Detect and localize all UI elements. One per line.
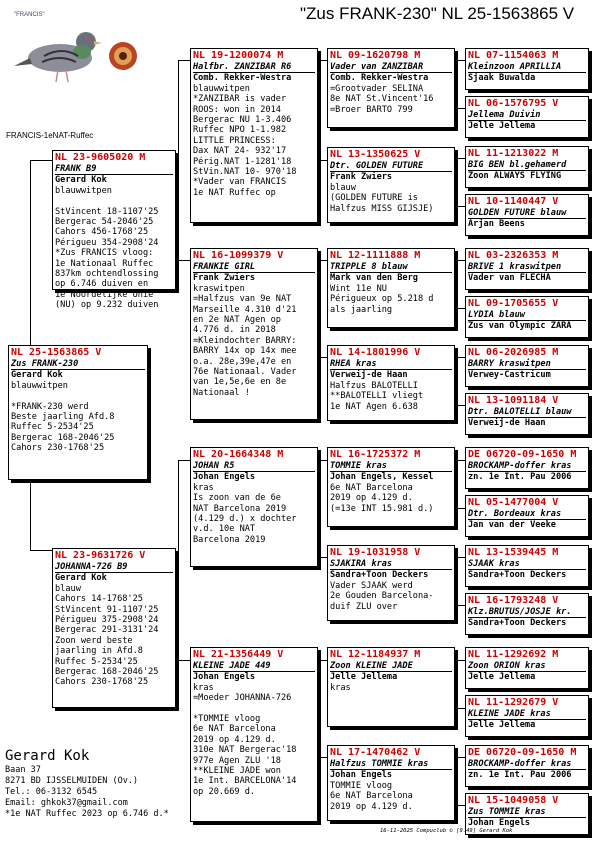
email-line: Email: ghkok37@gmail.com: [5, 798, 128, 808]
card-info-line: Bergerac 291-3131'24: [55, 625, 159, 636]
ring-number: NL 21-1356449 V: [193, 649, 284, 660]
ring-number: NL 06-2026985 M: [468, 347, 559, 358]
pedigree-connector-line: [457, 158, 465, 159]
pigeon-name: BRIVE 1 kraswitpen: [468, 262, 586, 273]
pedigree-connector-line: [457, 460, 458, 508]
breeder-name: Frank Zwiers: [330, 172, 393, 183]
pedigree-connector-line: [178, 460, 179, 560]
card-info-line: Beste jaarling Afd.8: [11, 412, 115, 423]
pigeon-name: BIG BEN bl.gehamerd: [468, 160, 586, 171]
ring-number: NL 13-1539445 M: [468, 547, 559, 558]
ring-number: NL 11-1292679 V: [468, 697, 559, 708]
ring-number: NL 12-1111888 M: [330, 250, 421, 261]
card-info-line: 2019 op 4.129 d.: [330, 801, 413, 812]
pedigree-connector-line: [457, 158, 458, 206]
pedigree-card-g13: [465, 647, 589, 689]
page-title: "Zus FRANK-230" NL 25-1563865 V: [300, 4, 575, 23]
card-info-line: 1e NAT Agen 6.638: [330, 401, 418, 412]
card-info-line: als jaarling: [330, 304, 393, 315]
pedigree-card-ffm: [327, 147, 455, 223]
card-info-line: =Grootvader SELINA: [330, 83, 424, 94]
ring-number: NL 16-1725372 M: [330, 449, 421, 460]
card-info-line: 837km ochtendlossing: [55, 269, 159, 280]
card-info-line: Cahors 14-1768'25: [55, 594, 143, 605]
pedigree-card-mmm: [327, 745, 455, 821]
pedigree-card-g5: [465, 248, 589, 290]
pedigree-connector-line: [320, 460, 327, 461]
pigeon-icon: [14, 32, 102, 82]
ring-number: DE 06720-09-1650 M: [468, 747, 577, 758]
pigeon-name: JOHAN R5: [193, 461, 315, 472]
card-info-line: LITTLE PRINCESS:: [193, 135, 276, 146]
breeder-name: Gerard Kok: [55, 175, 107, 186]
card-info-line: Halfzus BALOTELLI: [330, 380, 418, 391]
pedigree-connector-line: [457, 405, 465, 406]
card-info-line: 8e NAT St.Vincent'16: [330, 94, 434, 105]
card-info-line: TOMMIE vloog: [330, 780, 393, 791]
pigeon-name: Vader van ZANZIBAR: [330, 62, 452, 73]
pedigree-card-fff: [327, 48, 455, 128]
pigeon-name: Dtr. BALOTELLI blauw: [468, 407, 586, 418]
pedigree-connector-line: [457, 260, 458, 308]
card-info-line: 2019 op 4.129 d.: [193, 734, 276, 745]
pedigree-connector-line: [457, 60, 465, 61]
pedigree-connector-line: [320, 160, 327, 161]
pedigree-card-father: [52, 150, 176, 311]
card-info-line: StVincent 91-1107'25: [55, 604, 159, 615]
card-info-line: StVin.NAT 10- 970'18: [193, 167, 297, 178]
ring-number: DE 06720-09-1650 M: [468, 449, 577, 460]
pigeon-name: TOMMIE kras: [330, 461, 452, 472]
pedigree-card-subject: [8, 345, 148, 480]
ring-number: NL 14-1801996 V: [330, 347, 421, 358]
pedigree-card-fmf: [327, 248, 455, 328]
card-info-line: Cahors 456-1768'25: [55, 227, 149, 238]
pedigree-connector-line: [457, 108, 465, 109]
pigeon-name: Klz.BRUTUS/JOSJE kr.: [468, 607, 586, 618]
pigeon-logo: [8, 8, 143, 88]
ring-number: NL 05-1477004 V: [468, 497, 559, 508]
pedigree-card-mm: [190, 647, 318, 822]
pedigree-card-g4: [465, 194, 589, 236]
pedigree-connector-line: [457, 357, 458, 405]
card-info-line: [9, 391, 147, 401]
card-info-line: BARRY 14x op 14x mee: [193, 346, 297, 357]
pigeon-name: GOLDEN FUTURE blauw: [468, 208, 586, 219]
pigeon-name: Dtr. Bordeaux kras: [468, 509, 586, 520]
card-info-line: *TOMMIE vloog: [193, 714, 261, 725]
pedigree-card-g7: [465, 345, 589, 387]
club-emblem-icon: [109, 42, 137, 70]
card-info-line: Nationaal !: [193, 387, 250, 398]
pigeon-name: LYDIA blauw: [468, 310, 586, 321]
pedigree-connector-line: [178, 190, 179, 260]
card-info-line: =Halfzus van 9e NAT: [193, 294, 292, 305]
breeder-name: Gerard Kok: [11, 370, 63, 381]
card-info-line: Is zoon van de 6e: [193, 493, 281, 504]
pigeon-name: JOHANNA-726 B9: [55, 562, 173, 573]
breeder-name: Vader van FLECHA: [468, 273, 551, 284]
breeder-name: Verwey-Castricum: [468, 370, 551, 381]
card-info-line: Ruffec 5-2534'25: [55, 656, 138, 667]
ring-number: NL 15-1049058 V: [468, 795, 559, 806]
card-info-line: blauwwitpen: [55, 185, 112, 196]
card-info-line: Ruffec NPO 1-1.982: [193, 125, 287, 136]
breeder-name: Sandra+Toon Deckers: [468, 618, 567, 629]
breeder-name: Johan Engels: [193, 472, 256, 483]
pedigree-card-mother: [52, 548, 176, 708]
breeder-name: Johan Engels, Kessel: [330, 472, 434, 483]
pedigree-connector-line: [457, 460, 465, 461]
pedigree-connector-line: [457, 605, 465, 606]
pigeon-name: Zoon KLEINE JADE: [330, 661, 452, 672]
card-info-line: Cahors 230-1768'25: [55, 677, 149, 688]
ring-number: NL 23-9605020 M: [55, 152, 146, 163]
pedigree-connector-line: [320, 60, 327, 61]
postal-line: 8271 BD IJSSELMUIDEN (Ov.): [5, 776, 139, 786]
pigeon-name: KLEINE JADE 449: [193, 661, 315, 672]
ring-number: NL 19-1200074 M: [193, 50, 284, 61]
pedigree-connector-line: [178, 60, 179, 190]
breeder-name: Johan Engels: [193, 672, 256, 683]
pedigree-connector-line: [320, 660, 321, 757]
pedigree-connector-line: [178, 460, 190, 461]
pigeon-name: RHEA kras: [330, 359, 452, 370]
pedigree-connector-line: [457, 260, 465, 261]
print-footer: 16-11-2025 Compuclub © [9.49] Gerard Kok: [380, 828, 513, 834]
card-info-line: *FRANK-230 werd: [11, 401, 89, 412]
card-info-line: 1e NAT Ruffec op: [193, 187, 276, 198]
breeder-name: Gerard Kok: [55, 573, 107, 584]
card-info-line: Bergerac 168-2046'25: [11, 432, 115, 443]
ring-number: NL 10-1140447 V: [468, 196, 559, 207]
ring-number: NL 23-9631726 V: [55, 550, 146, 561]
card-info-line: 6e NAT Barcelona: [330, 791, 413, 802]
card-info-line: op 20.669 d.: [193, 786, 256, 797]
card-info-line: Bergerac 168-2046'25: [55, 667, 159, 678]
pigeon-name: Zus TOMMIE kras: [468, 807, 586, 818]
breeder-name: Verweij-de Haan: [468, 418, 546, 429]
card-info-line: *Vader van FRANCIS: [193, 177, 287, 188]
pedigree-connector-line: [320, 757, 327, 758]
pigeon-name: Halfbr. ZANZIBAR R6: [193, 62, 315, 73]
pigeon-name: FRANKIE GIRL: [193, 262, 315, 273]
breeder-name: Zoon ALWAYS FLYING: [468, 171, 562, 182]
breeder-name: Sjaak Buwalda: [468, 73, 536, 84]
ring-number: NL 20-1664348 M: [193, 449, 284, 460]
ring-number: NL 16-1099379 V: [193, 250, 284, 261]
breeder-name: Gerard Kok: [5, 748, 90, 764]
card-info-line: blauw: [330, 182, 356, 193]
achievement-line: *1e NAT Ruffec 2023 op 6.746 d.*: [5, 809, 169, 819]
pedigree-card-g6: [465, 296, 589, 338]
pigeon-name: FRANK B9: [55, 164, 173, 175]
pedigree-connector-line: [457, 206, 465, 207]
card-info-line: 977e Agen ZLU '18: [193, 755, 281, 766]
breeder-name: Comb. Rekker-Westra: [193, 73, 292, 84]
card-info-line: [53, 196, 175, 206]
breeder-name: Frank Zwiers: [193, 273, 256, 284]
pedigree-card-mfm: [327, 545, 455, 621]
breeder-name: Sandra+Toon Deckers: [468, 570, 567, 581]
pedigree-connector-line: [30, 160, 52, 161]
card-info-line: van 1e,5e,6e en 8e: [193, 377, 287, 388]
pedigree-connector-line: [457, 308, 465, 309]
card-info-line: Périgueux op 5.218 d: [330, 294, 434, 305]
phone-line: Tel.: 06-3132 6545: [5, 787, 98, 797]
ring-number: NL 06-1576795 V: [468, 98, 559, 109]
card-info-line: (NU) op 9.232 duiven: [55, 300, 159, 311]
card-info-line: Bergerac 54-2046'25: [55, 217, 154, 228]
card-info-line: v.d. 10e NAT: [193, 524, 256, 535]
card-info-line: 310e NAT Bergerac'18: [193, 745, 297, 756]
breeder-name: Sandra+Toon Deckers: [330, 570, 429, 581]
pedigree-card-g14: [465, 695, 589, 737]
card-info-line: en 2e NAT Agen op: [193, 315, 281, 326]
card-info-line: duif ZLU over: [330, 601, 398, 612]
logo-brand-text: "FRANCIS": [14, 12, 45, 18]
pedigree-connector-line: [30, 550, 52, 551]
pedigree-connector-line: [320, 260, 327, 261]
pedigree-connector-line: [320, 660, 327, 661]
pedigree-connector-line: [457, 557, 458, 605]
card-info-line: Zoon werd beste: [55, 635, 133, 646]
pigeon-name: Jellema Duivin: [468, 110, 586, 121]
breeder-name: Jelle Jellema: [468, 121, 536, 132]
pedigree-connector-line: [320, 357, 327, 358]
pedigree-card-g10: [465, 495, 589, 537]
card-info-line: (=13e INT 15.981 d.): [330, 503, 434, 514]
ring-number: NL 13-1091184 V: [468, 395, 559, 406]
ring-number: NL 03-2326353 M: [468, 250, 559, 261]
pedigree-connector-line: [178, 660, 190, 661]
pedigree-connector-line: [320, 260, 321, 357]
pigeon-name: Zus FRANK-230: [11, 359, 145, 370]
card-info-line: 1e Noordelijke Unie: [55, 289, 154, 300]
breeder-name: Zus van Olympic ZARA: [468, 321, 572, 332]
pedigree-card-g3: [465, 146, 589, 188]
card-info-line: 2019 op 4.129 d.: [330, 493, 413, 504]
ring-number: NL 25-1563865 V: [11, 347, 102, 358]
card-info-line: Bergerac NU 1-3.406: [193, 115, 292, 126]
card-info-line: Périgueu 375-2908'24: [55, 615, 159, 626]
card-info-line: blauwwitpen: [193, 83, 250, 94]
card-info-line: ROOS: won in 2014: [193, 104, 281, 115]
card-info-line: Barcelona 2019: [193, 534, 266, 545]
card-info-line: *Zus FRANCIS vloog:: [55, 248, 154, 259]
breeder-name: Johan Engels: [468, 818, 531, 829]
card-info-line: 2e Gouden Barcelona-: [330, 591, 434, 602]
pedigree-card-mmf: [327, 647, 455, 727]
pedigree-connector-line: [30, 480, 31, 550]
card-info-line: =Broer BARTO 799: [330, 104, 413, 115]
card-info-line: Dax NAT 24- 932'17: [193, 146, 287, 157]
card-info-line: (GOLDEN FUTURE is: [330, 193, 418, 204]
card-info-line: kraswitpen: [193, 283, 245, 294]
pigeon-name: BARRY kraswitpen: [468, 359, 586, 370]
card-info-line: Halfzus MISS GIJSJE): [330, 203, 434, 214]
pedigree-card-ff: [190, 48, 318, 223]
pedigree-card-g15: [465, 745, 589, 787]
pigeon-name: Halfzus TOMMIE kras: [330, 759, 452, 770]
card-info-line: 1e Int. BARCELONA'14: [193, 776, 297, 787]
card-info-line: blauw: [55, 583, 81, 594]
pigeon-name: SJAKIRA kras: [330, 559, 452, 570]
card-info-line: (4.129 d.) x dochter: [193, 514, 297, 525]
card-info-line: StVincent 18-1107'25: [55, 206, 159, 217]
pedigree-connector-line: [457, 357, 465, 358]
card-info-line: =Kleindochter BARRY:: [193, 335, 297, 346]
ring-number: NL 12-1184937 M: [330, 649, 421, 660]
ring-number: NL 17-1470462 V: [330, 747, 421, 758]
pedigree-connector-line: [457, 508, 465, 509]
breeder-name: Jelle Jellema: [468, 672, 536, 683]
address-line: Baan 37: [5, 765, 41, 775]
pedigree-connector-line: [178, 60, 190, 61]
pigeon-name: SJAAK kras: [468, 559, 586, 570]
card-info-line: jaarling in Afd.8: [55, 646, 143, 657]
pedigree-card-g12: [465, 593, 589, 635]
pedigree-connector-line: [30, 160, 31, 345]
breeder-name: Arjan Beens: [468, 219, 525, 230]
card-info-line: **BALOTELLI vliegt: [330, 391, 424, 402]
pedigree-card-g2: [465, 96, 589, 138]
breeder-name: zn. 1e Int. Pau 2006: [468, 472, 572, 483]
card-info-line: Périg.NAT 1-1281'18: [193, 156, 292, 167]
card-info-line: o.a. 28e,39e,47e en: [193, 356, 292, 367]
pedigree-card-fm: [190, 248, 318, 420]
pigeon-name: Kleinzoon APRILLIA: [468, 62, 586, 73]
pedigree-card-mf: [190, 447, 318, 567]
card-info-line: op 6.746 duiven en: [55, 279, 149, 290]
pedigree-connector-line: [457, 660, 458, 708]
card-info-line: **KLEINE JADE won: [193, 766, 281, 777]
card-info-line: kras: [330, 682, 351, 693]
pedigree-connector-line: [457, 660, 465, 661]
breeder-name: Verweij-de Haan: [330, 370, 408, 381]
pigeon-name: BROCKAMP-doffer kras: [468, 461, 586, 472]
pedigree-card-g9: [465, 447, 589, 489]
pigeon-name: TRIPPLE 8 blauw: [330, 262, 452, 273]
pedigree-connector-line: [457, 757, 458, 805]
card-info-line: blauwwitpen: [11, 380, 68, 391]
breeder-tag: FRANCIS-1eNAT-Ruffec: [6, 131, 94, 140]
card-info-line: Vader SJAAK werd: [330, 580, 413, 591]
pedigree-card-g8: [465, 393, 589, 435]
pedigree-connector-line: [457, 757, 465, 758]
card-info-line: Wint 11e NU: [330, 283, 387, 294]
ring-number: NL 13-1350625 V: [330, 149, 421, 160]
breeder-contact: [5, 747, 169, 820]
card-info-line: Marseille 4.310 d'21: [193, 304, 297, 315]
ring-number: NL 11-1213022 M: [468, 148, 559, 159]
ring-number: NL 07-1154063 M: [468, 50, 559, 61]
breeder-name: Comb. Rekker-Westra: [330, 73, 429, 84]
card-info-line: 1e Nationaal Ruffec: [55, 258, 154, 269]
card-info-line: 4.776 d. in 2018: [193, 325, 276, 336]
card-info-line: 76e Nationaal. Vader: [193, 367, 297, 378]
card-info-line: [191, 704, 317, 714]
pedigree-connector-line: [457, 60, 458, 108]
breeder-name: Jan van der Veeke: [468, 520, 556, 531]
pedigree-connector-line: [320, 60, 321, 160]
breeder-name: Mark van den Berg: [330, 273, 418, 284]
pedigree-connector-line: [457, 708, 465, 709]
breeder-name: zn. 1e Int. Pau 2006: [468, 770, 572, 781]
pedigree-card-g1: [465, 48, 589, 90]
card-info-line: NAT Barcelona 2019: [193, 503, 287, 514]
pigeon-name: KLEINE JADE kras: [468, 709, 586, 720]
breeder-name: Jelle Jellema: [468, 720, 536, 731]
ring-number: NL 11-1292692 M: [468, 649, 559, 660]
pedigree-card-g11: [465, 545, 589, 587]
card-info-line: Cahors 230-1768'25: [11, 443, 105, 454]
pigeon-name: Zoon ORION kras: [468, 661, 586, 672]
card-info-line: kras: [193, 682, 214, 693]
pedigree-connector-line: [320, 557, 327, 558]
ring-number: NL 16-1793248 V: [468, 595, 559, 606]
breeder-name: Johan Engels: [330, 770, 393, 781]
ring-number: NL 19-1031958 V: [330, 547, 421, 558]
pigeon-name: BROCKAMP-doffer kras: [468, 759, 586, 770]
card-info-line: =Moeder JOHANNA-726: [193, 693, 292, 704]
card-info-line: Périgueu 354-2908'24: [55, 237, 159, 248]
ring-number: NL 09-1620798 M: [330, 50, 421, 61]
pedigree-card-mff: [327, 447, 455, 527]
card-info-line: *ZANZIBAR is vader: [193, 94, 287, 105]
card-info-line: 6e NAT Barcelona: [193, 724, 276, 735]
card-info-line: Ruffec 5-2534'25: [11, 422, 94, 433]
card-info-line: 6e NAT Barcelona: [330, 482, 413, 493]
pedigree-connector-line: [457, 805, 465, 806]
ring-number: NL 09-1705655 V: [468, 298, 559, 309]
pedigree-connector-line: [178, 260, 190, 261]
pigeon-name: Dtr. GOLDEN FUTURE: [330, 161, 452, 172]
card-info-line: kras: [193, 482, 214, 493]
breeder-name: Jelle Jellema: [330, 672, 398, 683]
pedigree-connector-line: [178, 600, 179, 660]
pedigree-card-fmm: [327, 345, 455, 421]
pedigree-connector-line: [320, 460, 321, 557]
pedigree-connector-line: [457, 557, 465, 558]
